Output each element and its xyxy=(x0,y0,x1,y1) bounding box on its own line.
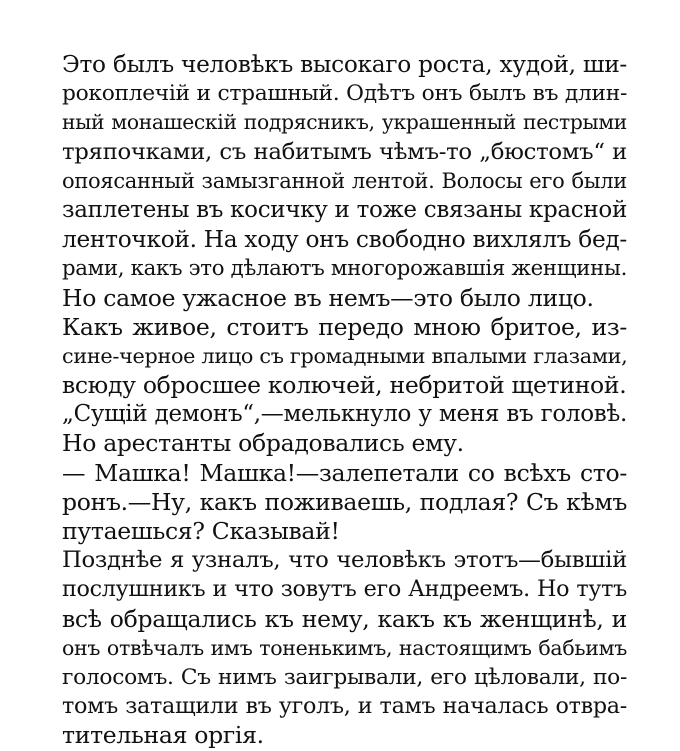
text-line: Это былъ человѣкъ высокаго роста, худой, ши- xyxy=(62,51,627,78)
text-line: сине-черное лицо съ громадными впалыми глазами, xyxy=(62,343,627,368)
text-line: путаешься? Сказывай! xyxy=(62,517,340,545)
text-line: Но арестанты обрадовались ему. xyxy=(62,429,464,458)
text-line: — Машка! Машка!—залепетали со всѣхъ сто- xyxy=(62,458,627,487)
text-line: рами, какъ это дѣлаютъ многорожавшія женщины. xyxy=(62,256,627,282)
text-line: томъ затащили въ уголъ, и тамъ началась отвра- xyxy=(62,693,627,720)
text-line: голосомъ. Съ нимъ заигрывали, его цѣловали, по- xyxy=(62,664,627,690)
document-page xyxy=(62,50,627,751)
text-line: опоясанный замызганной лентой. Волосы его были xyxy=(62,168,627,193)
text-line: ронъ.—Ну, какъ поживаешь, подлая? Съ кѣмъ xyxy=(62,487,627,516)
text-line: ленточкой. На ходу онъ свободно вихлялъ бед- xyxy=(62,226,627,254)
text-line: тряпочками, съ набитымъ чѣмъ-то „бюстомъ“ и xyxy=(62,138,627,165)
text-line: Какъ живое, стоитъ передо мною бритое, из- xyxy=(62,312,627,341)
text-line: всѣ обращались къ нему, какъ къ женщинѣ, и xyxy=(62,604,627,633)
text-line: онъ отвѣчалъ имъ тоненькимъ, настоящимъ бабьимъ xyxy=(62,635,627,660)
text-line: послушникъ и что зовутъ его Андреемъ. Но тутъ xyxy=(62,576,627,603)
text-line: Но самое ужасное въ немъ—это было лицо. xyxy=(62,283,594,312)
text-line: заплетены въ косичку и тоже связаны красной xyxy=(62,196,627,223)
text-line: всюду обросшее колючей, небритой щетиной. xyxy=(62,371,627,400)
text-line: тительная оргія. xyxy=(62,721,264,750)
text-line: „Сущій демонъ“,—мелькнуло у меня въ головѣ. xyxy=(62,401,627,428)
text-line: ный монашескій подрясникъ, украшенный пестрыми xyxy=(62,110,627,135)
text-line: рокоплечій и страшный. Одѣтъ онъ былъ въ длин- xyxy=(62,81,627,107)
text-line: Позднѣе я узналъ, что человѣкъ этотъ—бывшій xyxy=(62,547,627,574)
